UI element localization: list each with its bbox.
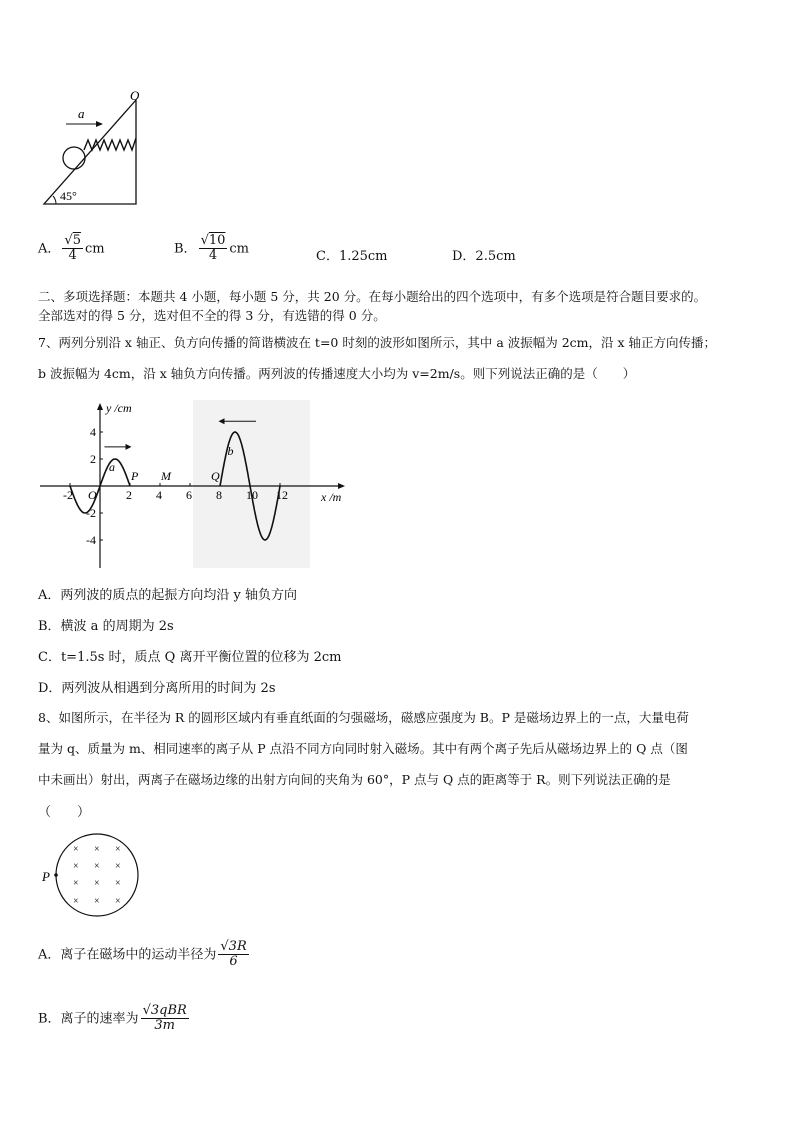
field-cross: × xyxy=(115,861,121,872)
x-axis-label: x /m xyxy=(321,490,342,504)
x-tick-label: 4 xyxy=(156,488,162,502)
q7-line2: b 波振幅为 4cm，沿 x 轴负方向传播。两列波的传播速度大小均为 v=2m/s。则下列说法正确的是（ ） xyxy=(38,366,636,381)
field-cross: × xyxy=(73,896,79,907)
point-label-m: M xyxy=(161,469,171,483)
field-cross: × xyxy=(115,896,121,907)
q7-option-a: A．两列波的质点的起振方向均沿 y 轴负方向 xyxy=(38,588,297,603)
field-cross: × xyxy=(115,878,121,889)
point-p-dot xyxy=(54,873,58,877)
x-tick-label: -2 xyxy=(63,488,73,502)
spring xyxy=(84,138,136,150)
field-cross: × xyxy=(73,878,79,889)
field-cross: × xyxy=(94,861,100,872)
wave-label-b: b xyxy=(227,443,234,458)
x-tick-label: 12 xyxy=(276,488,288,502)
q7-line1: 7、两列分别沿 x 轴正、负方向传播的简谐横波在 t=0 时刻的波形如图所示，其中 a 波振幅为 2cm，沿 x 轴正方向传播； xyxy=(38,335,717,350)
ball xyxy=(63,147,85,169)
field-cross: × xyxy=(73,844,79,855)
q6-option-c: C．1.25cm xyxy=(316,249,388,264)
q8-option-b: B．离子的速率为 $\frac{\text{√3qBR}}{3m}$ xyxy=(38,1003,187,1034)
x-tick-label: 6 xyxy=(186,488,192,502)
x-tick-label: 2 xyxy=(126,488,132,502)
incline-triangle xyxy=(44,100,136,204)
q7-option-d: D．两列波从相遇到分离所用的时间为 2s xyxy=(38,681,276,696)
angle-arc xyxy=(53,196,56,204)
q7-option-c: C．t=1.5s 时，质点 Q 离开平衡位置的位移为 2cm xyxy=(38,650,342,665)
q7-option-b: B．横波 a 的周期为 2s xyxy=(38,619,174,634)
arrow-head xyxy=(96,121,103,127)
label-a: a xyxy=(78,106,85,121)
origin-label: O xyxy=(88,488,97,502)
x-tick-label: 10 xyxy=(246,488,258,502)
wave-label-a: a xyxy=(109,460,115,475)
magnetic-field-figure xyxy=(38,832,148,922)
section2-line2: 全部选对的得 5 分，选对但不全的得 3 分，有选错的得 0 分。 xyxy=(38,308,386,323)
label-angle: 45° xyxy=(60,189,77,203)
x-axis-arrow xyxy=(338,483,345,489)
field-cross: × xyxy=(115,844,121,855)
y-axis-label: y /cm xyxy=(106,401,132,415)
wave-chart xyxy=(38,398,358,570)
scan-shade xyxy=(193,400,310,568)
q8-line2: 量为 q、质量为 m、相同速率的离子从 P 点沿不同方向同时射入磁场。其中有两个离子先后从磁场边界上的 Q 点（图 xyxy=(38,741,688,756)
y-tick-label: 4 xyxy=(90,425,96,439)
q8-line3: 中未画出）射出，两离子在磁场边缘的出射方向间的夹角为 60°，P 点与 Q 点的距离等于 R。则下列说法正确的是 xyxy=(38,772,671,787)
q6-option-b: B． √ $\frac{10}{4}$ cm xyxy=(174,234,249,264)
q8-option-a: A．离子在磁场中的运动半径为 $\frac{√3R}{6}$ xyxy=(38,939,247,970)
label-O: O xyxy=(130,88,140,103)
x-tick-label: 8 xyxy=(216,488,222,502)
q8-line1: 8、如图所示，在半径为 R 的圆形区域内有垂直纸面的匀强磁场，磁感应强度为 B。P 是磁场边界上的一点，大量电荷 xyxy=(38,710,689,725)
y-tick-label: -4 xyxy=(86,533,96,547)
point-label-p: P xyxy=(131,469,139,483)
incline-figure xyxy=(40,88,150,208)
field-cross: × xyxy=(94,844,100,855)
q8-line4: （ ） xyxy=(38,805,91,820)
y-axis-arrow xyxy=(97,403,103,410)
arrow-a-head xyxy=(126,444,132,450)
q6-option-d: D．2.5cm xyxy=(452,249,516,264)
field-cross: × xyxy=(73,861,79,872)
field-cross: × xyxy=(94,878,100,889)
y-tick-label: -2 xyxy=(86,506,96,520)
field-cross: × xyxy=(94,896,100,907)
point-label-q: Q xyxy=(211,469,220,483)
y-tick-label: 2 xyxy=(90,452,96,466)
section2-line1: 二、多项选择题：本题共 4 小题，每小题 5 分，共 20 分。在每小题给出的四个选项中，有多个选项是符合题目要求的。 xyxy=(38,289,707,304)
q6-option-a: A． √ $\frac{5}{4}$ cm xyxy=(38,234,105,264)
label-p: P xyxy=(42,869,50,884)
